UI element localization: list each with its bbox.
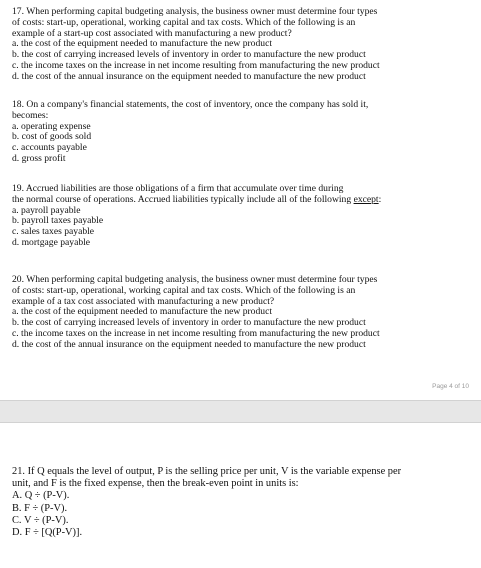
page-number-footer: Page 4 of 10: [432, 383, 469, 390]
question-18-option-d: d. gross profit: [12, 152, 66, 164]
question-19-text-line: 19. Accrued liabilities are those obligations of a firm that accumulate over time during: [12, 183, 344, 194]
question-21-option-a: A. Q ÷ (P-V).: [12, 490, 70, 502]
question-20-option-a: a. the cost of the equipment needed to manufacture the new product: [12, 306, 273, 318]
question-21-option-c: C. V ÷ (P-V).: [12, 514, 69, 526]
question-19-except-underlined: except: [353, 193, 379, 205]
question-20: [12, 275, 474, 351]
question-21-option-b: B. F ÷ (P-V).: [12, 502, 68, 514]
question-19-option-d: d. mortgage payable: [12, 236, 91, 248]
page-break: [0, 400, 481, 423]
question-21-text-line: unit, and F is the fixed expense, then the break-even point in units is:: [12, 478, 299, 490]
question-19-text-line: [12, 195, 474, 206]
question-17-option-c: c. the income taxes on the increase in net income resulting from manufacturing the new product: [12, 59, 380, 71]
question-18-option-a: a. operating expense: [12, 120, 91, 132]
question-21-option-d: D. F ÷ [Q(P-V)].: [12, 527, 83, 539]
question-19-text-main: the normal course of operations. Accrued liabilities typically include all of the following: [12, 193, 354, 205]
question-21: [12, 466, 474, 539]
question-18-option-c: c. accounts payable: [12, 142, 87, 154]
question-19-text-end: :: [378, 193, 382, 205]
question-18: [12, 100, 474, 165]
question-21-text-line: 21. If Q equals the level of output, P is the selling price per unit, V is the variable expense per: [12, 466, 402, 477]
question-17-text-line: of costs: start-up, operational, working capital and tax costs. Which of the following is an: [12, 16, 356, 28]
question-20-option-b: b. the cost of carrying increased levels of inventory in order to manufacture the new product: [12, 317, 366, 329]
question-17-text-line: example of a start-up cost associated with manufacturing a new product?: [12, 27, 292, 39]
question-20-text-line: of costs: start-up, operational, working capital and tax costs. Which of the following is an: [12, 284, 356, 296]
document-page-5: [0, 423, 481, 568]
question-17: [12, 7, 474, 83]
question-20-text-line: example of a tax cost associated with manufacturing a new product?: [12, 295, 275, 307]
question-18-option-b: b. cost of goods sold: [12, 131, 92, 143]
question-19: [12, 184, 474, 249]
question-17-option-b: b. the cost of carrying increased levels of inventory in order to manufacture the new product: [12, 49, 366, 61]
question-19-option-b: b. payroll taxes payable: [12, 215, 104, 227]
question-20-text-line: 20. When performing capital budgeting analysis, the business owner must determine four types: [12, 274, 378, 285]
question-19-option-a: a. payroll payable: [12, 204, 81, 216]
question-19-option-c: c. sales taxes payable: [12, 226, 95, 238]
question-17-option-a: a. the cost of the equipment needed to manufacture the new product: [12, 38, 273, 50]
question-17-option-d: d. the cost of the annual insurance on the equipment needed to manufacture the new product: [12, 70, 366, 82]
question-20-option-d: d. the cost of the annual insurance on the equipment needed to manufacture the new product: [12, 338, 366, 350]
question-18-text-line: becomes:: [12, 109, 49, 121]
question-18-text-line: 18. On a company's financial statements, the cost of inventory, once the company has sold it,: [12, 99, 369, 110]
question-17-text-line: 17. When performing capital budgeting analysis, the business owner must determine four types: [12, 6, 378, 17]
question-20-option-c: c. the income taxes on the increase in net income resulting from manufacturing the new product: [12, 327, 380, 339]
